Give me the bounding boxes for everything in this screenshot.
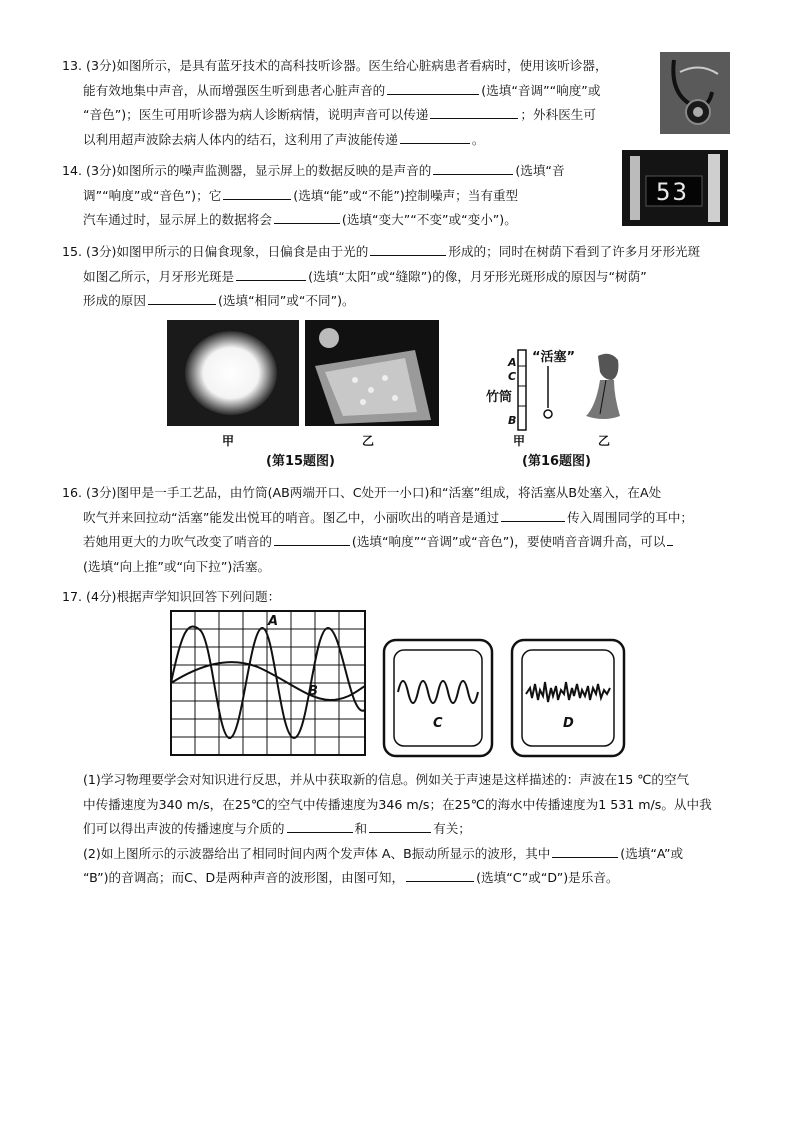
q17-p2-line1: (2)如上图所示的示波器给出了相同时间内两个发声体 A、B振动所显示的波形，其中 (选填“A”或 [62, 842, 752, 867]
stethoscope-photo [660, 52, 730, 134]
q17-line0: 17. (4分)根据声学知识回答下列问题： [62, 589, 281, 604]
oscilloscope-screen-c [382, 638, 494, 758]
q17-p1-line1: (1)学习物理要学会对知识进行反思，并从中获取新的信息。例如关于声速是这样描述的：声波在15 ℃的空气 [83, 772, 690, 787]
fig16-zhutong-label: 竹筒 [486, 390, 513, 405]
crescent-light-spots-photo [305, 320, 439, 426]
q15-blank-3[interactable] [148, 290, 216, 305]
noise-monitor-photo [622, 150, 728, 226]
q16-line3: 若她用更大的力吹气改变了哨音的 (选填“响度”“音调”或“音色”)，要使哨音音调升高，可以 [62, 530, 752, 555]
q13-line3: “音色”)；医生可用听诊器为病人诊断病情，说明声音可以传递 ；外科医生可 [62, 103, 662, 128]
q17-blank-1[interactable] [287, 818, 353, 833]
q17-p1-line3: 们可以得出声波的传播速度与介质的 和 有关； [62, 817, 752, 842]
oscilloscope-ab [170, 610, 366, 756]
wave-label-c: C [433, 716, 443, 731]
fig16-huosai-label: “活塞” [532, 350, 576, 365]
fig16-caption: (第16题图) [522, 454, 591, 469]
q16-blank-3[interactable] [667, 531, 673, 546]
q15-line2: 如图乙所示，月牙形光斑是 (选填“太阳”或“缝隙”)的像，月牙形光斑形成的原因与“树荫” [62, 265, 662, 290]
q14-blank-1[interactable] [433, 160, 513, 175]
wave-label-a: A [268, 614, 279, 629]
q13-blank-1[interactable] [387, 80, 479, 95]
q14-line2: 调”“响度”或“音色”)；它 (选填“能”或“不能”)控制噪声；当有重型 [62, 184, 662, 209]
fig16-label-yi: 乙 [598, 434, 611, 448]
question-17-body [62, 768, 752, 891]
q15-blank-2[interactable] [236, 266, 306, 281]
q13-blank-2[interactable] [430, 104, 518, 119]
q17-blank-3[interactable] [552, 843, 618, 858]
question-13 [62, 54, 662, 152]
oscilloscope-screen-d [510, 638, 626, 758]
question-15 [62, 240, 701, 314]
fig15-label-yi: 乙 [362, 434, 375, 448]
question-16 [62, 481, 752, 579]
q13-blank-3[interactable] [400, 129, 470, 144]
q15-line1: 15. (3分)如图甲所示的日偏食现象，日偏食是由于光的 形成的；同时在树荫下看到了许多月牙形光斑 [62, 240, 662, 265]
fig16-point-b: B [508, 414, 517, 427]
wave-label-d: D [563, 716, 574, 731]
fig16-label-jia: 甲 [513, 434, 526, 448]
partial-eclipse-photo [167, 320, 299, 426]
q17-blank-4[interactable] [406, 867, 474, 882]
q16-line1: 16. (3分)图甲是一手工艺品，由竹筒(AB两端开口、C处开一小口)和“活塞”组成，将活塞从B处塞入，在A处 [62, 485, 662, 500]
q13-line4: 以利用超声波除去病人体内的结石，这利用了声波能传递 。 [62, 128, 662, 153]
noise-display-value: 53 [656, 178, 689, 206]
fig15-caption: (第15题图) [266, 454, 335, 469]
q16-blank-2[interactable] [274, 531, 350, 546]
q15-blank-1[interactable] [370, 241, 446, 256]
q15-line3: 形成的原因 (选填“相同”或“不同”)。 [62, 289, 662, 314]
q14-blank-3[interactable] [274, 209, 340, 224]
q13-line2: 能有效地集中声音，从而增强医生听到患者心脏声音的 (选填“音调”“响度”或 [62, 79, 662, 104]
q17-blank-2[interactable] [369, 818, 431, 833]
q17-p1-line2: 中传播速度为340 m/s，在25℃的空气中传播速度为346 m/s；在25℃的海水中传播速度为1 531 m/s。从中我 [83, 796, 712, 812]
fig16-point-a: A [508, 356, 517, 369]
q16-line2: 吹气并来回拉动“活塞”能发出悦耳的哨音。图乙中，小丽吹出的哨音是通过 传入周围同学的耳中； [62, 506, 752, 531]
question-17-header [62, 585, 752, 610]
fig15-label-jia: 甲 [222, 434, 235, 448]
q13-line1: 13. (3分)如图所示，是具有蓝牙技术的高科技听诊器。医生给心脏病患者看病时，使用该听诊器， [62, 58, 608, 73]
q17-p2-line2: “B”)的音调高；而C、D是两种声音的波形图，由图可知， (选填“C”或“D”)是乐音。 [62, 866, 752, 891]
q14-blank-2[interactable] [223, 185, 291, 200]
q16-blank-1[interactable] [501, 507, 565, 522]
question-14 [62, 159, 662, 233]
wave-label-b: B [308, 684, 318, 699]
q14-line3: 汽车通过时，显示屏上的数据将会 (选填“变大”“不变”或“变小”)。 [62, 208, 662, 233]
q16-line4: (选填“向上推”或“向下拉”)活塞。 [83, 558, 271, 574]
fig16-point-c: C [508, 370, 517, 383]
q14-line1: 14. (3分)如图所示的噪声监测器，显示屏上的数据反映的是声音的 (选填“音 [62, 159, 662, 184]
